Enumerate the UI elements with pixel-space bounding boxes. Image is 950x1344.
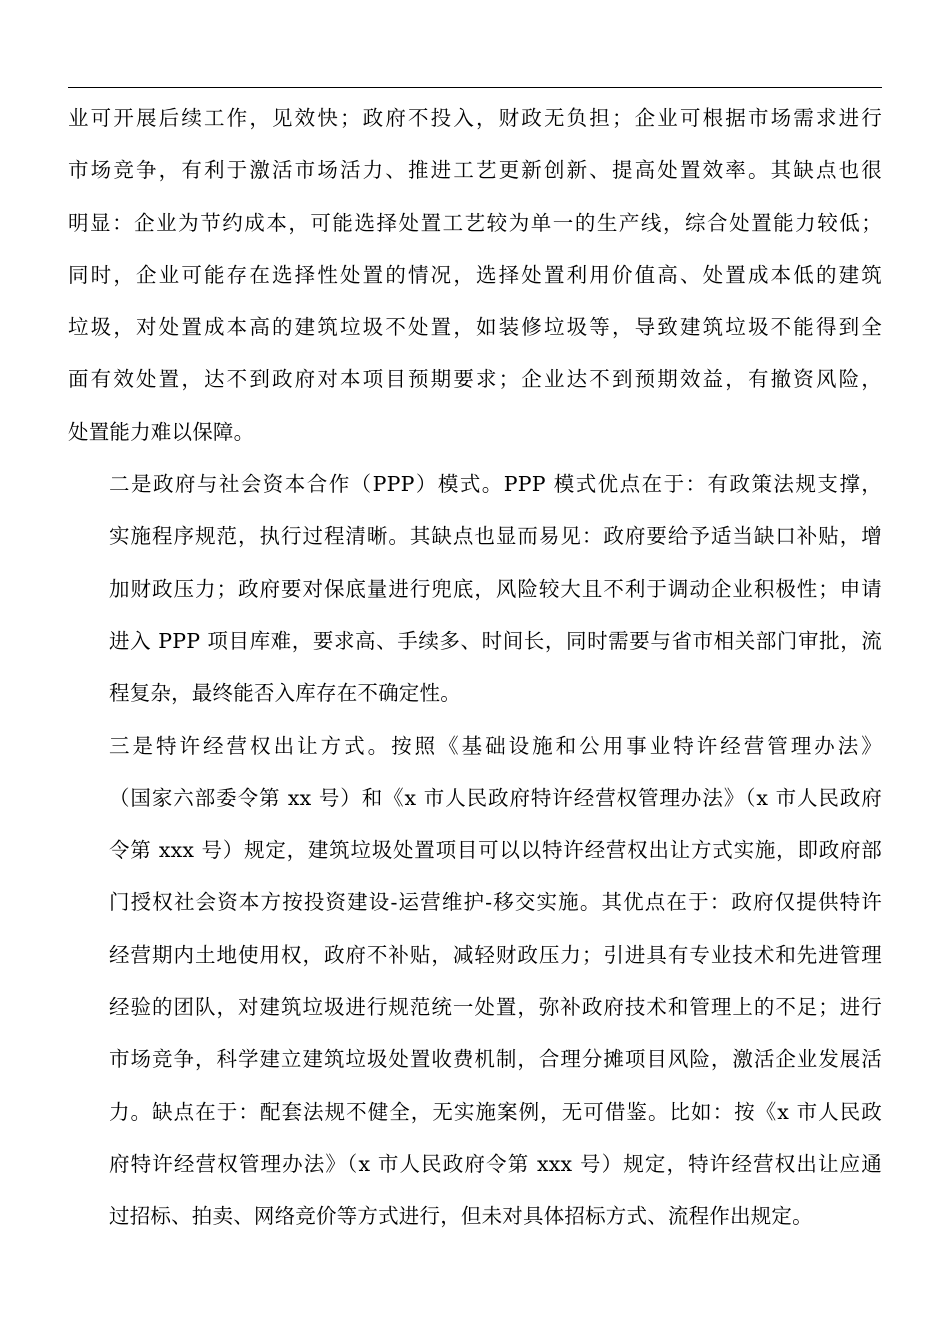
text-line: 三是特许经营权出让方式。按照《基础设施和公用事业特许经营管理办法》 [109, 733, 882, 758]
text-line: 二是政府与社会资本合作（PPP）模式。PPP 模式优点在于：有政策法规支撑， [109, 472, 882, 497]
paragraph-3-franchise [68, 720, 882, 1243]
text-line: 垃圾，对处置成本高的建筑垃圾不处置，如装修垃圾等，导致建筑垃圾不能得到全 [68, 315, 882, 340]
paragraph-2-ppp-model [68, 458, 882, 719]
text-line: 实施程序规范，执行过程清晰。其缺点也显而易见：政府要给予适当缺口补贴，增 [109, 524, 882, 549]
paragraph-1 [68, 92, 882, 458]
text-line: 门授权社会资本方按投资建设-运营维护-移交实施。其优点在于：政府仅提供特许 [109, 890, 882, 915]
text-line: 程复杂，最终能否入库存在不确定性。 [109, 681, 461, 706]
text-line: 令第 xxx 号）规定，建筑垃圾处置项目可以以特许经营权出让方式实施，即政府部 [109, 838, 882, 863]
text-line: 经营期内土地使用权，政府不补贴，减轻财政压力；引进具有专业技术和先进管理 [109, 942, 882, 967]
text-line: 同时，企业可能存在选择性处置的情况，选择处置利用价值高、处置成本低的建筑 [68, 262, 882, 287]
text-line: 进入 PPP 项目库难，要求高、手续多、时间长，同时需要与省市相关部门审批，流 [109, 628, 882, 653]
text-line: 市场竞争，有利于激活市场活力、推进工艺更新创新、提高处置效率。其缺点也很 [68, 158, 882, 183]
text-line: 明显：企业为节约成本，可能选择处置工艺较为单一的生产线，综合处置能力较低； [68, 210, 882, 235]
text-line: 市场竞争，科学建立建筑垃圾处置收费机制，合理分摊项目风险，激活企业发展活 [109, 1047, 882, 1072]
text-line: 加财政压力；政府要对保底量进行兜底，风险较大且不利于调动企业积极性；申请 [109, 576, 882, 601]
text-line: 业可开展后续工作，见效快；政府不投入，财政无负担；企业可根据市场需求进行 [68, 106, 882, 130]
text-line: 经验的团队，对建筑垃圾进行规范统一处置，弥补政府技术和管理上的不足；进行 [109, 995, 882, 1020]
text-line: 府特许经营权管理办法》（x 市人民政府令第 xxx 号）规定，特许经营权出让应通 [109, 1151, 882, 1176]
document-body [68, 92, 882, 1243]
text-line: （国家六部委令第 xx 号）和《x 市人民政府特许经营权管理办法》（x 市人民政府 [109, 785, 882, 810]
header-rule [68, 87, 882, 88]
text-line: 过招标、拍卖、网络竞价等方式进行，但未对具体招标方式、流程作出规定。 [109, 1204, 813, 1229]
text-line: 面有效处置，达不到政府对本项目预期要求；企业达不到预期效益，有撤资风险， [68, 367, 882, 392]
text-line: 力。缺点在于：配套法规不健全，无实施案例，无可借鉴。比如：按《x 市人民政 [109, 1099, 882, 1124]
text-line: 处置能力难以保障。 [68, 419, 255, 444]
